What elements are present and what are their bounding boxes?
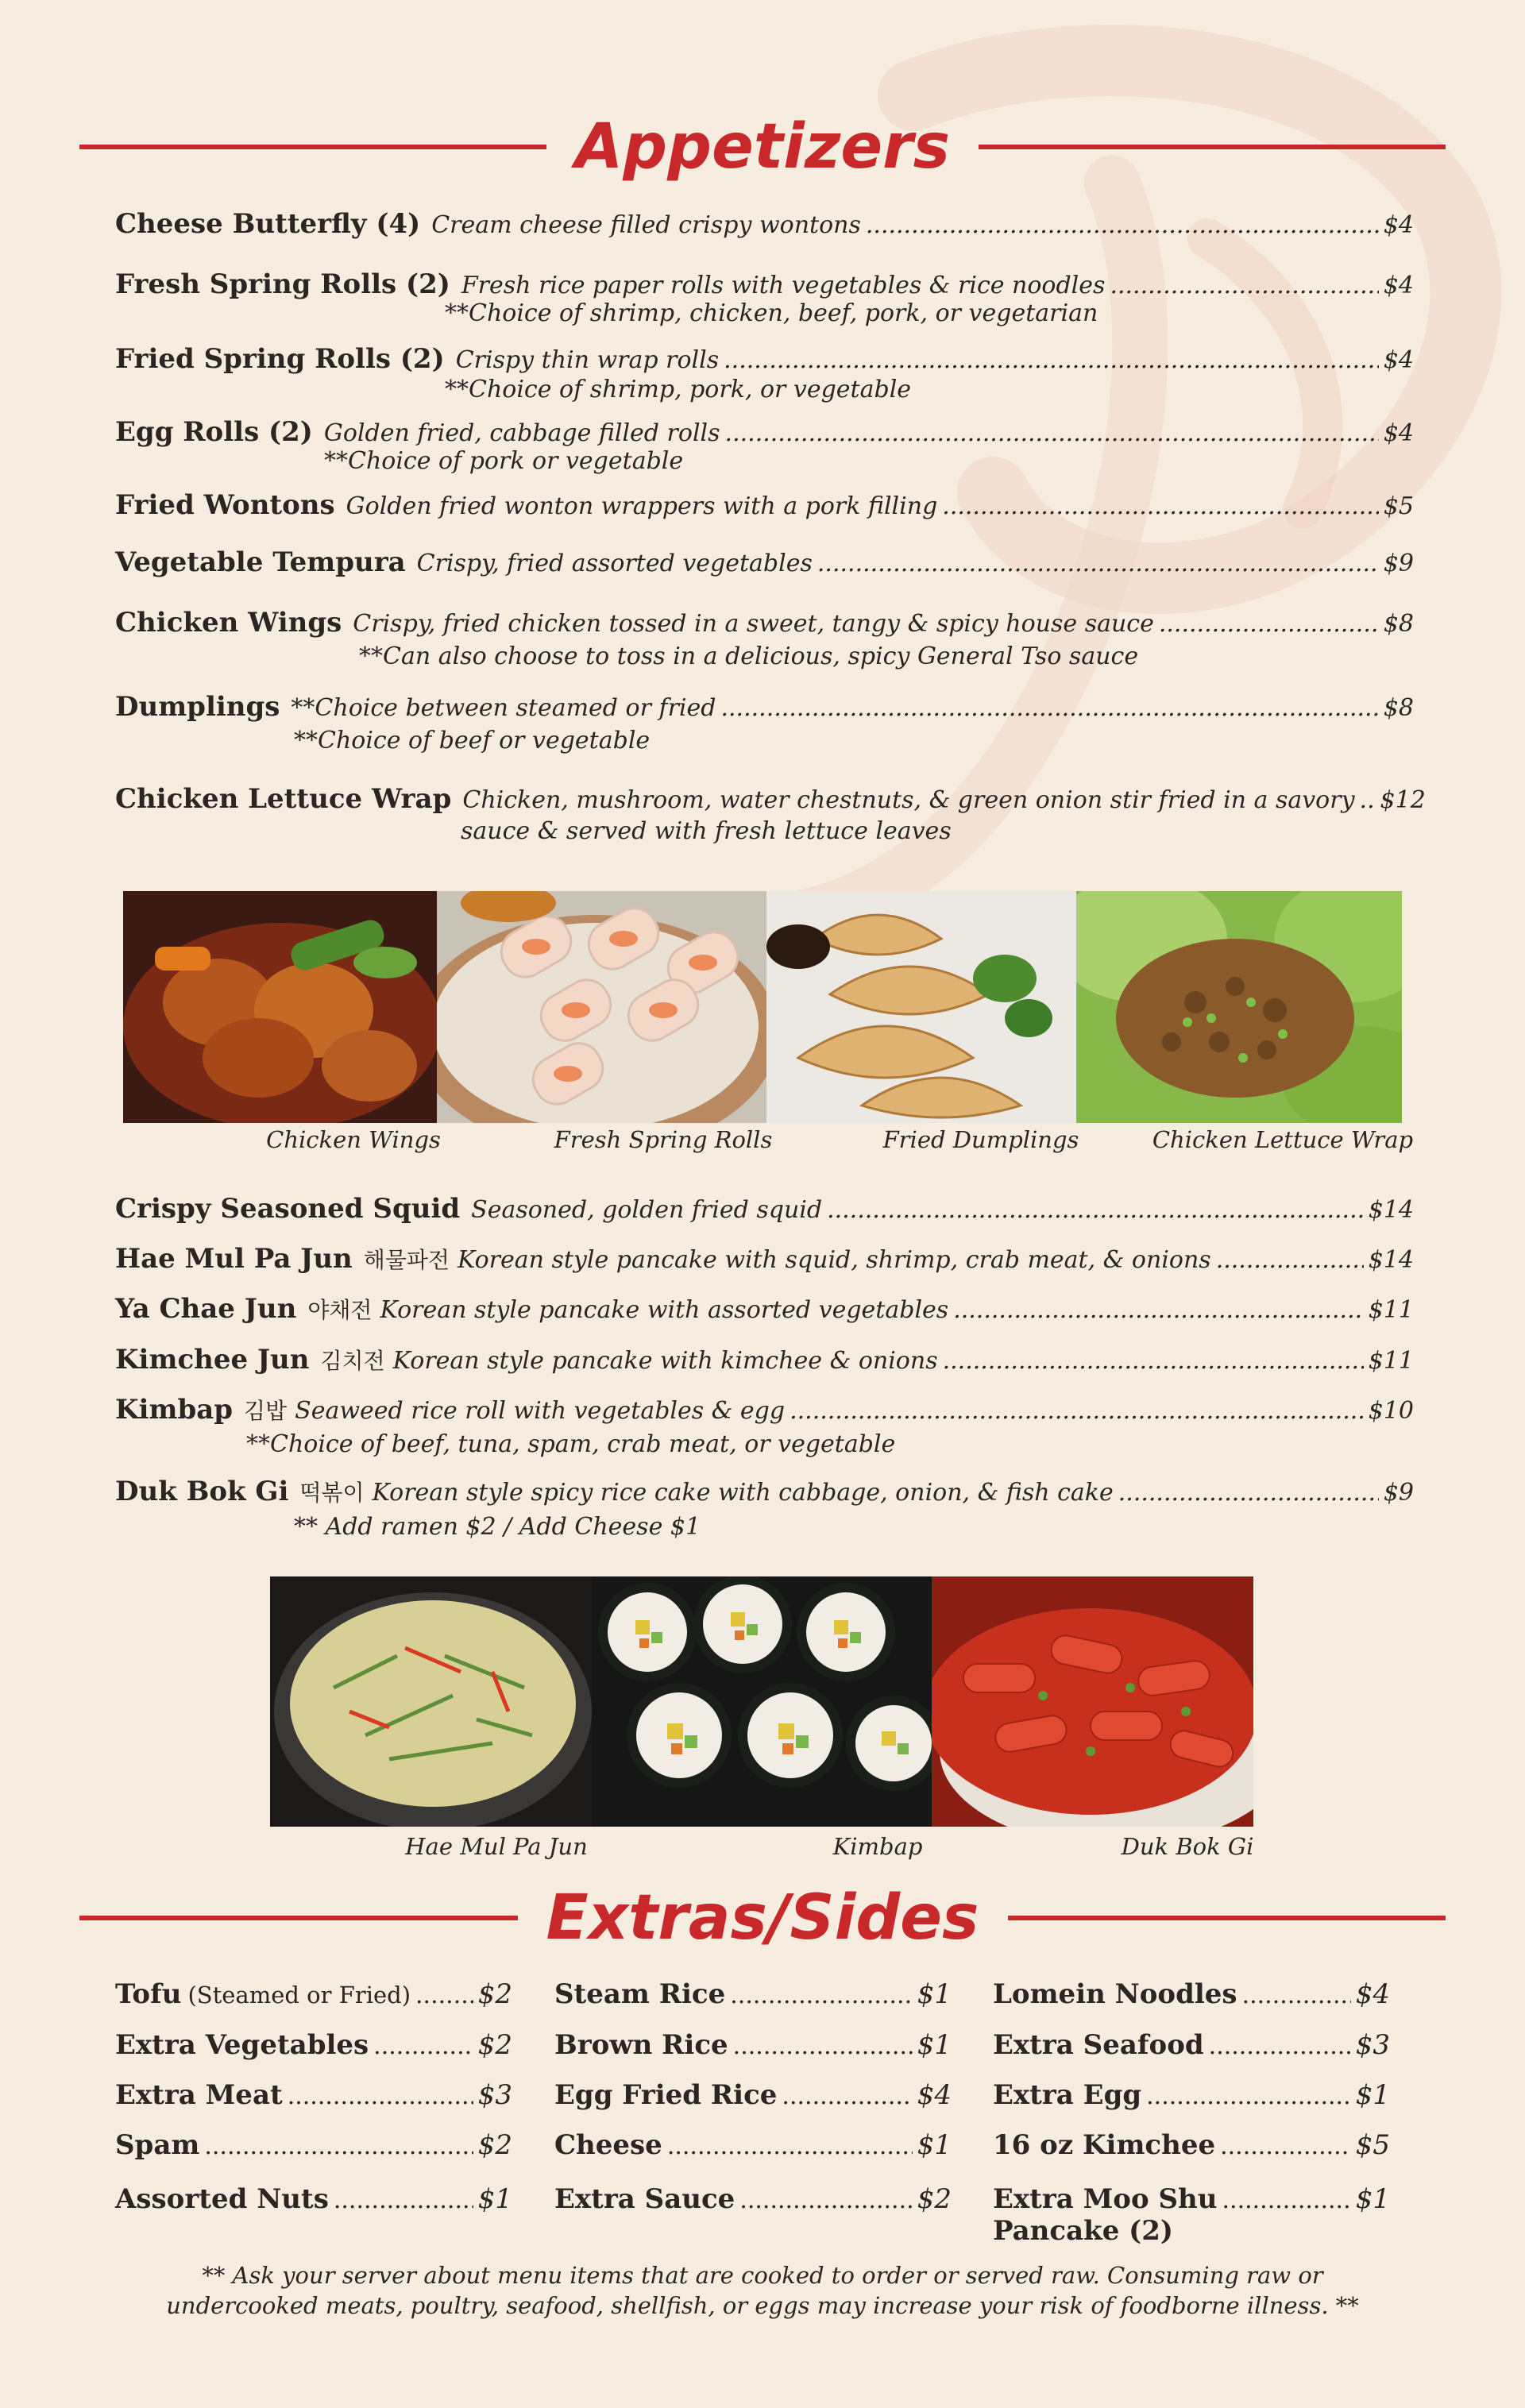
extra-item-lomein xyxy=(993,1978,1390,2012)
menu-item-kimchee-jun xyxy=(115,1344,1414,1377)
extra-price: $1 xyxy=(917,2129,952,2161)
extra-item-tofu xyxy=(115,1978,512,2012)
extra-price: $1 xyxy=(1355,2079,1390,2111)
item-description: Korean style pancake with kimchee & onions xyxy=(392,1347,938,1375)
menu-item-duk-bok-gi xyxy=(115,1476,1414,1509)
item-price: $11 xyxy=(1368,1296,1414,1324)
extra-price: $2 xyxy=(477,2129,512,2161)
menu-item-kimbap xyxy=(115,1394,1414,1427)
extra-item-nuts xyxy=(115,2182,512,2217)
extra-item-kimchee xyxy=(993,2128,1390,2163)
item-description: Seaweed rice roll with vegetables & egg xyxy=(295,1397,786,1425)
item-name: Chicken Wings xyxy=(115,607,342,639)
item-description: Crispy, fried chicken tossed in a sweet, tangy & spicy house sauce xyxy=(353,610,1154,638)
menu-item-fresh-spring-rolls xyxy=(115,268,1414,302)
extra-item-seafood xyxy=(993,2028,1390,2063)
heading-rule-right xyxy=(979,145,1446,149)
item-name: Crispy Seasoned Squid xyxy=(115,1193,461,1225)
item-price: $12 xyxy=(1380,786,1426,814)
item-korean-name: 떡볶이 xyxy=(299,1480,365,1506)
menu-item-cheese-butterfly xyxy=(115,208,1414,241)
item-description: Cream cheese filled crispy wontons xyxy=(431,211,861,239)
item-name: Fried Wontons xyxy=(115,489,335,521)
item-description: Korean style pancake with squid, shrimp, crab meat, & onions xyxy=(457,1246,1211,1274)
item-name: Fried Spring Rolls (2) xyxy=(115,343,445,375)
item-description: **Choice between steamed or fried xyxy=(291,694,716,722)
item-name: Fresh Spring Rolls (2) xyxy=(115,268,450,300)
item-korean-name: 야채전 xyxy=(307,1297,373,1323)
item-note: ** Add ramen $2 / Add Cheese $1 xyxy=(294,1513,701,1541)
extra-name: Steam Rice xyxy=(554,1978,726,2010)
item-name: Kimchee Jun xyxy=(115,1344,310,1376)
appetizers-heading xyxy=(79,111,1446,183)
item-description: Chicken, mushroom, water chestnuts, & green onion stir fried in a savory xyxy=(462,786,1355,814)
item-description: Korean style spicy rice cake with cabbage, onion, & fish cake xyxy=(372,1479,1114,1507)
pancake-photo xyxy=(270,1576,592,1827)
kimbap-photo xyxy=(592,1576,932,1827)
item-description: Korean style pancake with assorted vegetables xyxy=(380,1296,949,1324)
extra-name: Assorted Nuts xyxy=(115,2183,329,2215)
extra-price: $3 xyxy=(1355,2029,1390,2061)
extra-name: Brown Rice xyxy=(554,2029,728,2061)
extra-item-sauce xyxy=(554,2182,952,2217)
item-name: Hae Mul Pa Jun xyxy=(115,1243,353,1275)
menu-item-hae-mul-pa-jun xyxy=(115,1243,1414,1276)
extra-name: Spam xyxy=(115,2129,200,2161)
photo-caption: Fresh Spring Rolls xyxy=(554,1126,773,1153)
menu-item-crispy-seasoned-squid xyxy=(115,1193,1414,1226)
extra-price: $1 xyxy=(917,2029,952,2061)
food-safety-disclaimer: ** Ask your server about menu items that are cooked to order or served raw. Consuming raw or undercooked meats, poultry, seafood, shellfish, or eggs may increase your risk of foodborne illness. ** xyxy=(166,2262,1359,2319)
item-price: $4 xyxy=(1383,419,1414,447)
rice-cake-photo xyxy=(932,1576,1253,1827)
item-price: $14 xyxy=(1368,1246,1414,1274)
item-price: $9 xyxy=(1383,1479,1414,1507)
extra-name: Egg Fried Rice xyxy=(554,2079,778,2111)
extra-name-line2: Pancake (2) xyxy=(993,2215,1173,2247)
extra-name: Extra Seafood xyxy=(993,2029,1204,2061)
extras-heading xyxy=(79,1882,1446,1954)
photo-caption: Duk Bok Gi xyxy=(1121,1833,1254,1860)
extra-item-egg xyxy=(993,2078,1390,2113)
extra-name: Extra Vegetables xyxy=(115,2029,369,2061)
extra-price: $4 xyxy=(1355,1978,1390,2010)
menu-item-chicken-lettuce-wrap xyxy=(115,783,1426,816)
extra-item-spam xyxy=(115,2128,512,2163)
item-name: Egg Rolls (2) xyxy=(115,416,313,448)
extra-price: $2 xyxy=(477,1978,512,2010)
item-description: Golden fried wonton wrappers with a pork filling xyxy=(346,492,938,520)
item-name: Duk Bok Gi xyxy=(115,1476,289,1507)
photo-caption: Chicken Wings xyxy=(266,1126,441,1153)
extra-name: Lomein Noodles xyxy=(993,1978,1237,2010)
extra-item-meat xyxy=(115,2078,512,2113)
extras-title: Extras/Sides xyxy=(546,1882,979,1954)
item-note: **Choice of beef, tuna, spam, crab meat, or vegetable xyxy=(246,1430,896,1458)
heading-rule-left xyxy=(79,1916,518,1920)
item-price: $11 xyxy=(1368,1347,1414,1375)
lettuce-wrap-photo xyxy=(1076,891,1402,1123)
menu-item-egg-rolls xyxy=(115,416,1414,450)
dumpling-photo xyxy=(766,891,1076,1123)
item-price: $14 xyxy=(1368,1196,1414,1224)
extra-item-moo-shu xyxy=(993,2182,1390,2217)
item-note: **Choice of shrimp, pork, or vegetable xyxy=(445,376,912,403)
extra-price: $3 xyxy=(477,2079,512,2111)
extra-name: 16 oz Kimchee xyxy=(993,2129,1216,2161)
item-description: Crispy thin wrap rolls xyxy=(455,346,720,374)
item-price: $4 xyxy=(1383,272,1414,299)
menu-item-vegetable-tempura xyxy=(115,546,1414,580)
item-name: Vegetable Tempura xyxy=(115,546,406,578)
menu-item-ya-chae-jun xyxy=(115,1293,1414,1326)
extra-item-vegetables xyxy=(115,2028,512,2063)
item-description: Fresh rice paper rolls with vegetables & rice noodles xyxy=(461,272,1106,299)
extra-item-brown-rice xyxy=(554,2028,952,2063)
photo-caption: Fried Dumplings xyxy=(882,1126,1079,1153)
photo-caption: Hae Mul Pa Jun xyxy=(405,1833,588,1860)
extra-name: Extra Meat xyxy=(115,2079,283,2111)
menu-item-dumplings xyxy=(115,691,1414,724)
extra-price: $2 xyxy=(477,2029,512,2061)
extra-name: Extra Sauce xyxy=(554,2183,735,2215)
item-description: Crispy, fried assorted vegetables xyxy=(416,550,813,577)
item-name: Ya Chae Jun xyxy=(115,1293,297,1325)
item-name: Kimbap xyxy=(115,1394,234,1426)
extra-price: $1 xyxy=(477,2183,512,2215)
appetizers-title: Appetizers xyxy=(574,111,951,183)
item-korean-name: 해물파전 xyxy=(363,1247,450,1273)
extra-price: $2 xyxy=(917,2183,952,2215)
item-note: **Choice of pork or vegetable xyxy=(324,447,684,475)
item-price: $4 xyxy=(1383,346,1414,374)
extra-name: Extra Moo Shu xyxy=(993,2183,1218,2215)
photo-caption: Chicken Lettuce Wrap xyxy=(1152,1126,1414,1153)
spring-roll-photo xyxy=(437,891,766,1123)
photo-caption: Kimbap xyxy=(832,1833,923,1860)
item-description: Seasoned, golden fried squid xyxy=(471,1196,823,1224)
heading-rule-left xyxy=(79,145,546,149)
extra-price: $1 xyxy=(1355,2183,1390,2215)
extra-price: $4 xyxy=(917,2079,952,2111)
item-price: $5 xyxy=(1383,492,1414,520)
item-description: Golden fried, cabbage filled rolls xyxy=(323,419,720,447)
extra-price: $5 xyxy=(1355,2129,1390,2161)
extra-subtext: (Steamed or Fried) xyxy=(187,1982,411,2009)
item-korean-name: 김치전 xyxy=(320,1348,385,1374)
item-name: Chicken Lettuce Wrap xyxy=(115,783,452,815)
extra-price: $1 xyxy=(917,1978,952,2010)
menu-item-fried-spring-rolls xyxy=(115,343,1414,376)
extra-name: Tofu xyxy=(115,1978,182,2010)
fried-chicken-photo xyxy=(123,891,437,1123)
item-name: Dumplings xyxy=(115,691,280,723)
extra-item-cheese xyxy=(554,2128,952,2163)
item-korean-name: 김밥 xyxy=(244,1398,288,1424)
item-price: $4 xyxy=(1383,211,1414,239)
item-note: **Can also choose to toss in a delicious, spicy General Tso sauce xyxy=(359,643,1139,670)
item-note: **Choice of beef or vegetable xyxy=(294,727,651,754)
extra-item-steam-rice xyxy=(554,1978,952,2012)
item-price: $10 xyxy=(1368,1397,1414,1425)
item-name: Cheese Butterfly (4) xyxy=(115,208,421,240)
menu-item-chicken-wings xyxy=(115,607,1414,640)
heading-rule-right xyxy=(1008,1916,1446,1920)
extra-name: Cheese xyxy=(554,2129,662,2161)
item-price: $8 xyxy=(1383,610,1414,638)
item-price: $8 xyxy=(1383,694,1414,722)
menu-item-fried-wontons xyxy=(115,489,1414,523)
extra-name: Extra Egg xyxy=(993,2079,1142,2111)
item-price: $9 xyxy=(1383,550,1414,577)
item-note: sauce & served with fresh lettuce leaves xyxy=(461,817,952,845)
item-note: **Choice of shrimp, chicken, beef, pork, or vegetarian xyxy=(445,299,1098,327)
extra-item-egg-fried-rice xyxy=(554,2078,952,2113)
